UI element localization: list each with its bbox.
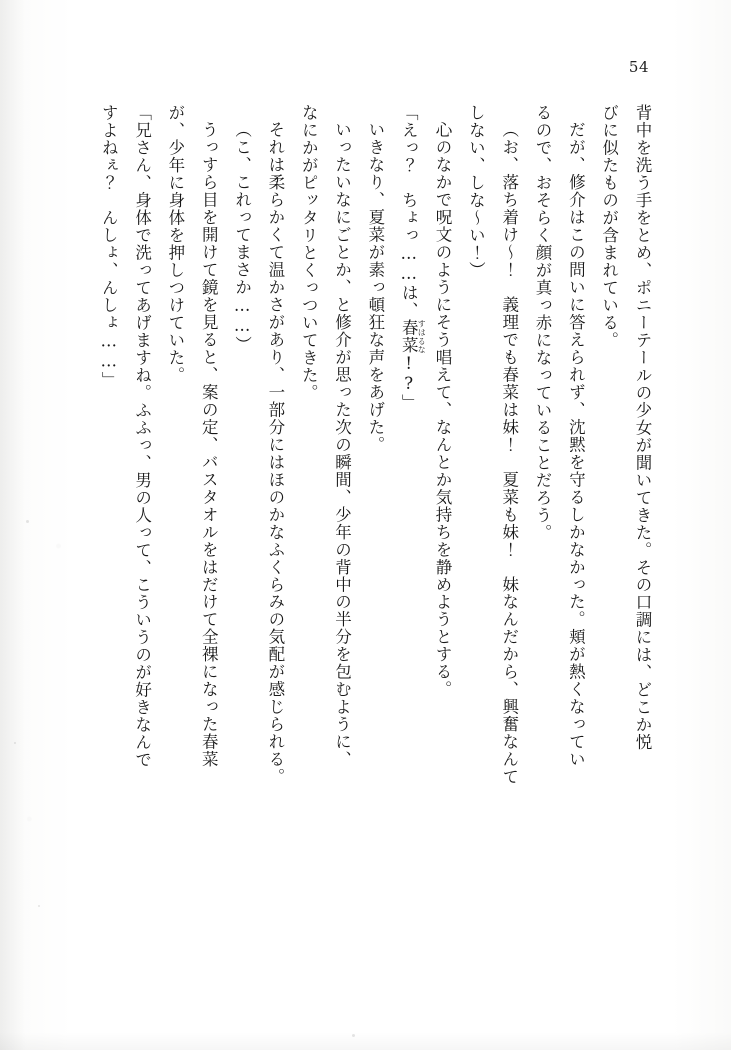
scan-speck bbox=[26, 520, 29, 523]
body-line: いきなり、夏菜が素っ頓狂な声をあげた。 bbox=[365, 120, 385, 453]
body-line: 心のなかで呪文のようにそう唱えて、なんとか気持ちを静めようとする。 bbox=[433, 120, 453, 698]
body-line: 背中を洗う手をとめ、ポニーテールの少女が聞いてきた。その口調には、どこか悦 bbox=[633, 104, 652, 752]
body-line: すよねぇ？ んしょ、んしょ……」 bbox=[99, 104, 119, 389]
body-line: るので、おそらく顔が真っ赤になっていることだろう。 bbox=[533, 104, 553, 542]
body-line: なにかがピッタリとくっついてきた。 bbox=[299, 104, 319, 402]
body-line: （こ、これってまさか……） bbox=[232, 120, 252, 353]
scan-speck bbox=[352, 1034, 355, 1037]
body-line: びに似たものが含まれている。 bbox=[599, 104, 619, 349]
body-line-with-ruby: いったいなにごとか、と修介が思った次の瞬間、少年の背中の半分を包むように、 bbox=[332, 120, 352, 768]
body-line: それは柔らかくて温かさがあり、一部分にはほのかなふくらみの気配が感じられる。 bbox=[265, 120, 285, 786]
body-line: （お、落ち着け〜！ 義理でも春菜は妹！ 夏菜も妹！ 妹なんだから、興奮なんて bbox=[499, 120, 519, 786]
body-line: しない、しな〜い！） bbox=[466, 104, 486, 279]
ruby-haruna: 春菜 すはるな bbox=[399, 318, 427, 354]
page-bottom-edge-shading bbox=[0, 1032, 731, 1050]
page-left-edge-shading bbox=[0, 0, 26, 1050]
body-line: だが、修介はこの問いに答えられず、沈黙を守るしかなかった。頬が熱くなってい bbox=[566, 120, 586, 768]
scan-speck bbox=[38, 905, 40, 907]
page-number: 54 bbox=[628, 58, 649, 76]
body-line: うっすら目を開けて鏡を見ると、案の定、バスタオルをはだけて全裸になった春菜 bbox=[199, 120, 219, 768]
scan-speck bbox=[14, 742, 16, 744]
vertical-text-body bbox=[96, 104, 659, 972]
body-line: が、少年に身体を押しつけていた。 bbox=[165, 104, 185, 384]
body-line: 「兄さん、身体で洗ってあげますね。ふふっ、男の人って、こういうのが好きなんで bbox=[132, 104, 152, 769]
body-line-with-ruby: 「えっ？ ちょっ……は、春菜 すはるな!?」 bbox=[399, 104, 427, 412]
